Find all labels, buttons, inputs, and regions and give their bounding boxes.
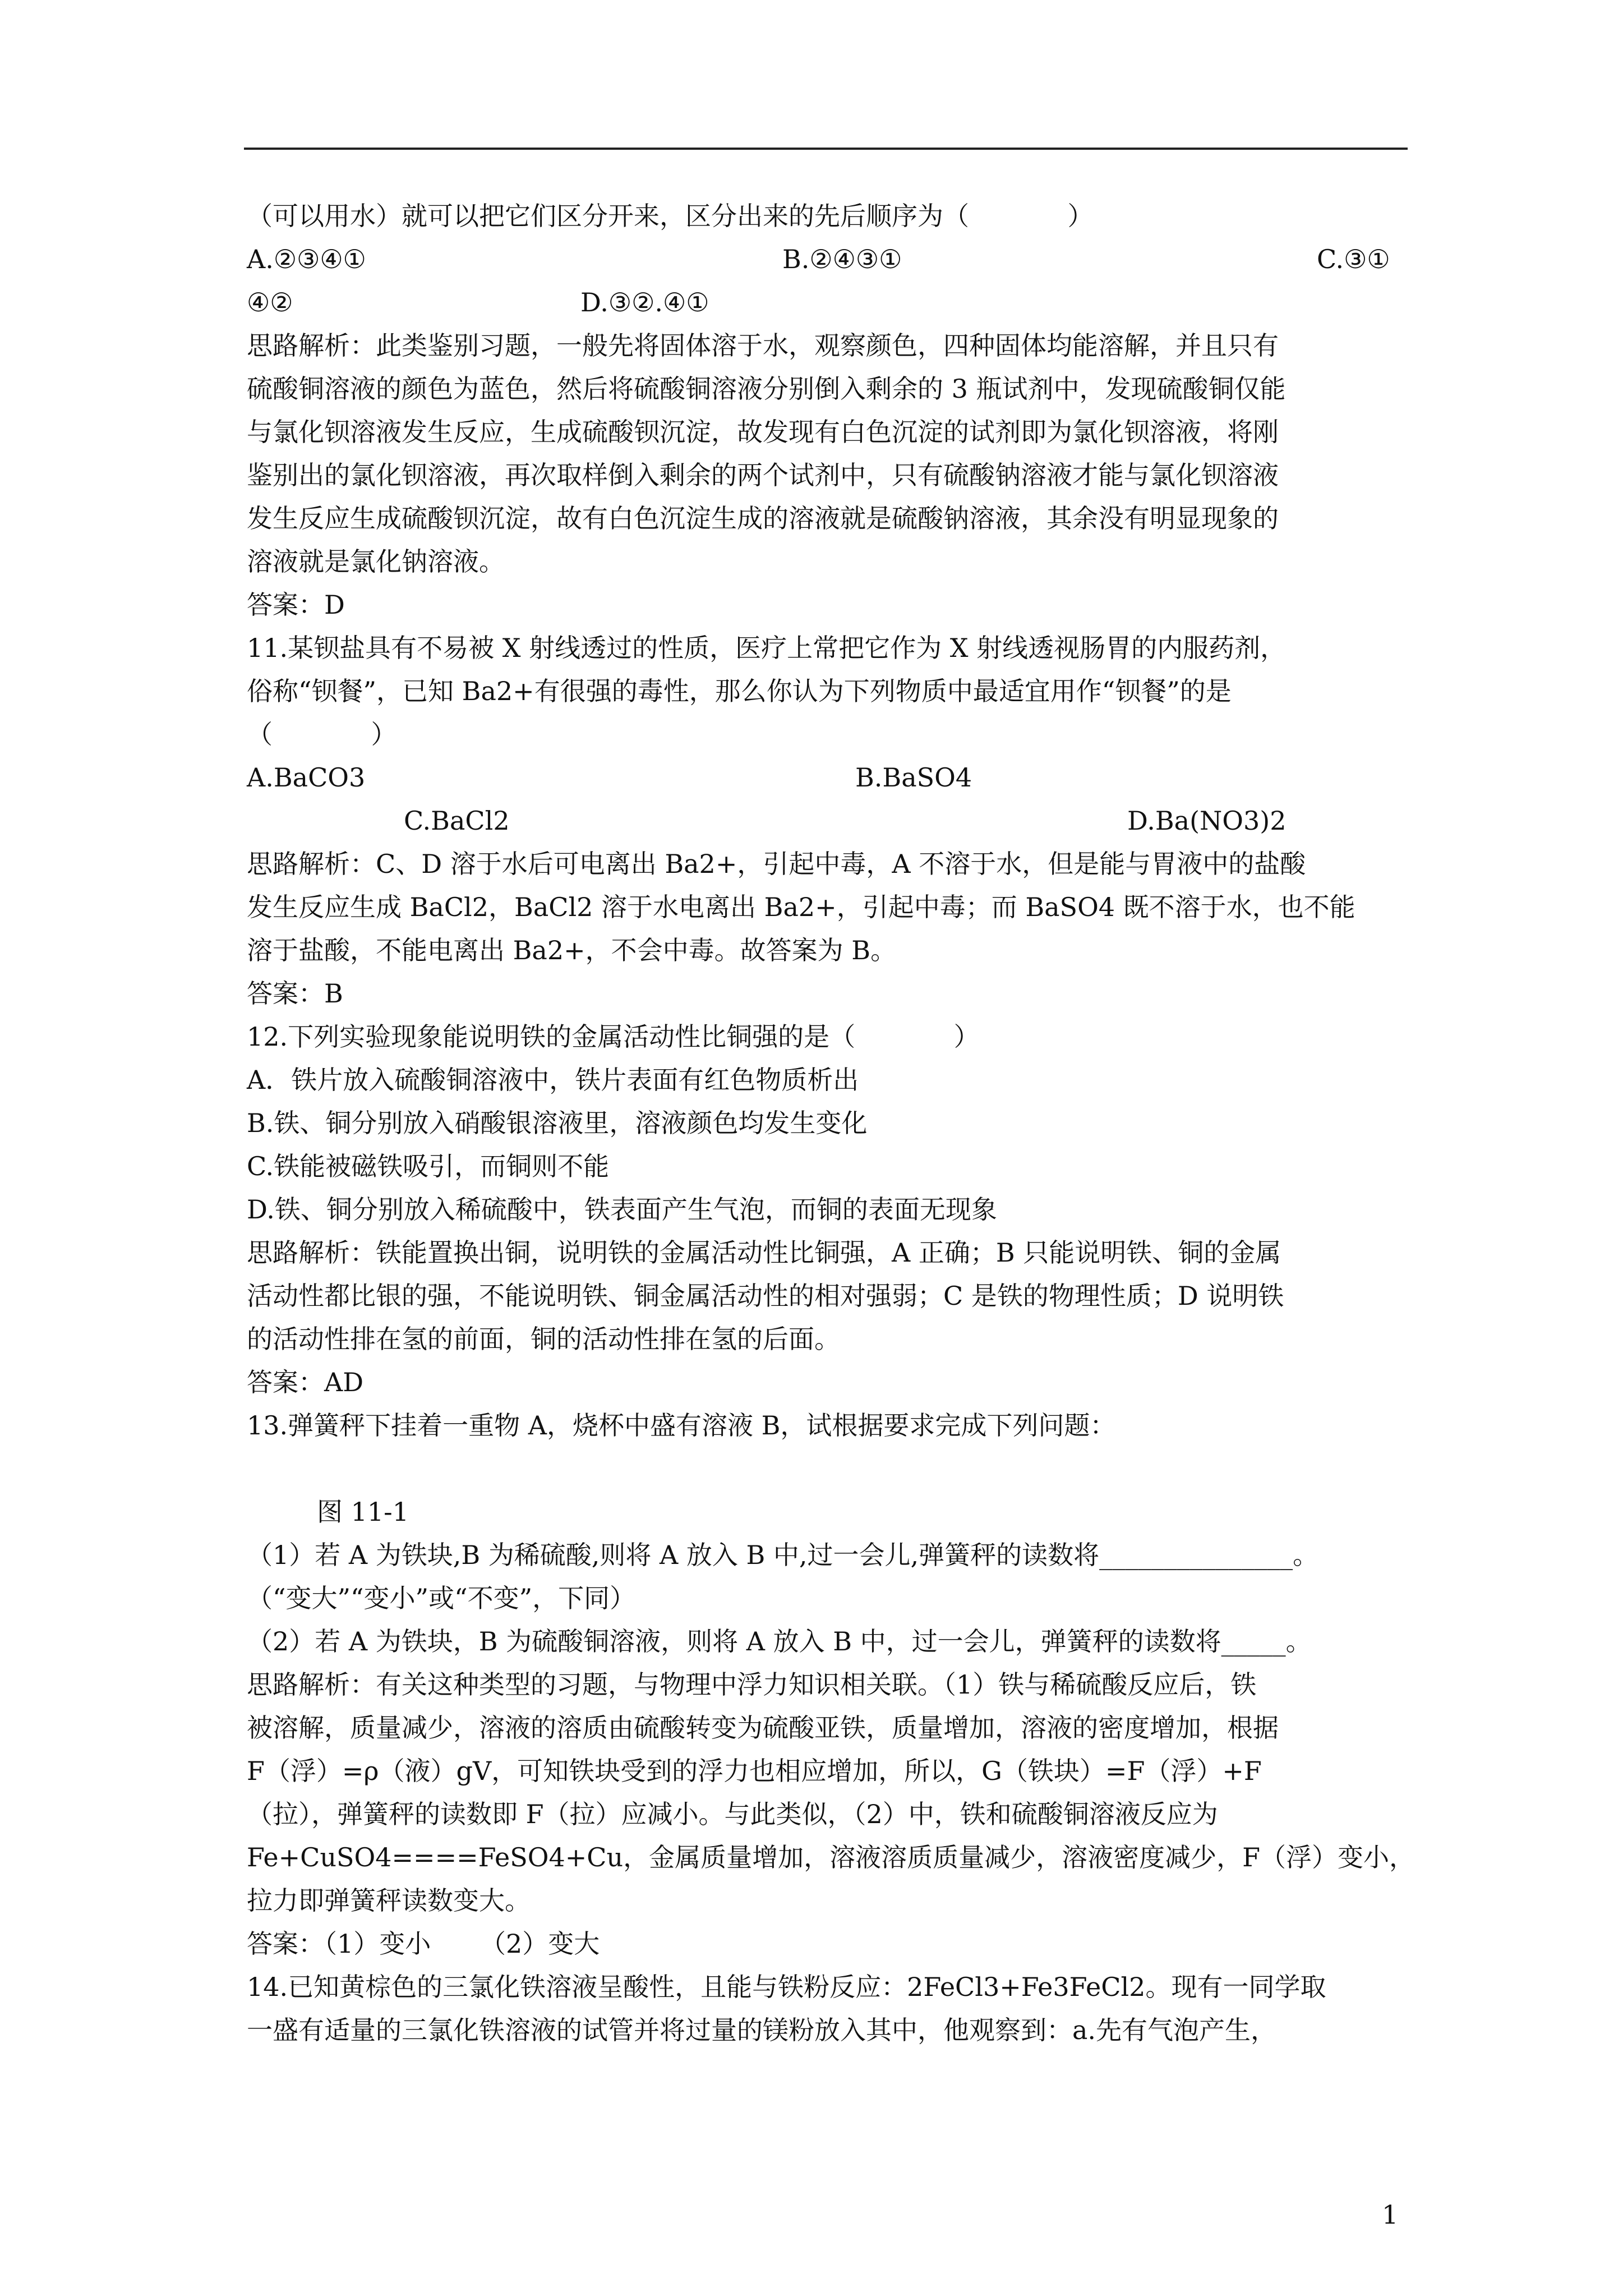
option-d: D.③②.④① <box>580 287 709 318</box>
text-line: （ ） <box>247 719 397 749</box>
text-line: 被溶解，质量减少，溶液的溶质由硫酸转变为硫酸亚铁，质量增加，溶液的密度增加，根据 <box>247 1713 1279 1743</box>
option-a: A.BaCO3 <box>247 762 366 793</box>
text-line: 的活动性排在氢的前面，铜的活动性排在氢的后面。 <box>247 1324 840 1354</box>
page-number: 1 <box>1382 2200 1399 2230</box>
option-b: B.②④③① <box>782 244 902 274</box>
text-line: 思路解析：此类鉴别习题，一般先将固体溶于水，观察颜色，四种固体均能溶解，并且只有 <box>247 330 1279 361</box>
text-line: 俗称“钡餐”，已知 Ba2+有很强的毒性，那么你认为下列物质中最适宜用作“钡餐”的是 <box>247 676 1232 706</box>
question-13: 13.弹簧秤下挂着一重物 A，烧杯中盛有溶液 B，试根据要求完成下列问题： <box>247 1410 1116 1441</box>
option-b: B.铁、铜分别放入硝酸银溶液里，溶液颜色均发生变化 <box>247 1108 868 1138</box>
option-c: C.铁能被磁铁吸引，而铜则不能 <box>247 1151 610 1181</box>
text-line: （拉），弹簧秤的读数即 F（拉）应减小。与此类似，（2）中，铁和硫酸铜溶液反应为 <box>247 1799 1218 1829</box>
option-c: C.③① <box>1317 244 1390 274</box>
option-a: A．铁片放入硫酸铜溶液中，铁片表面有红色物质析出 <box>247 1065 859 1095</box>
header-rule <box>244 148 1408 150</box>
question-12: 12.下列实验现象能说明铁的金属活动性比铜强的是（ ） <box>247 1022 980 1052</box>
text-line: 发生反应生成 BaCl2，BaCl2 溶于水电离出 Ba2+，引起中毒；而 BaSO4 既不溶于水，也不能 <box>247 892 1355 922</box>
text-line: 思路解析：有关这种类型的习题，与物理中浮力知识相关联。（1）铁与稀硫酸反应后，铁 <box>247 1669 1257 1700</box>
text-line: 一盛有适量的三氯化铁溶液的试管并将过量的镁粉放入其中，他观察到：a.先有气泡产生， <box>247 2015 1277 2045</box>
option-c-cont: ④② <box>247 287 293 318</box>
text-line: （“变大”“变小”或“不变”，下同） <box>247 1583 636 1613</box>
text-line: 溶液就是氯化钠溶液。 <box>247 546 505 577</box>
text-line: 溶于盐酸，不能电离出 Ba2+，不会中毒。故答案为 B。 <box>247 935 897 965</box>
option-c: C.BaCl2 <box>404 806 510 836</box>
answer-line: 答案：B <box>247 978 343 1009</box>
text-line: 拉力即弹簧秤读数变大。 <box>247 1885 531 1916</box>
question-14: 14.已知黄棕色的三氯化铁溶液呈酸性，且能与铁粉反应：2FeCl3+Fe3FeCl2。现有一同学取 <box>247 1972 1326 2002</box>
option-d: D.Ba(NO3)2 <box>1127 806 1287 836</box>
text-line: 活动性都比银的强，不能说明铁、铜金属活动性的相对强弱；C 是铁的物理性质；D 说明铁 <box>247 1281 1284 1311</box>
text-line: 思路解析：铁能置换出铜，说明铁的金属活动性比铜强，A 正确；B 只能说明铁、铜的金属 <box>247 1237 1281 1268</box>
option-a: A.②③④① <box>247 244 366 274</box>
text-line: 发生反应生成硫酸钡沉淀，故有白色沉淀生成的溶液就是硫酸钠溶液，其余没有明显现象的 <box>247 503 1279 533</box>
text-line: 与氯化钡溶液发生反应，生成硫酸钡沉淀，故发现有白色沉淀的试剂即为氯化钡溶液，将刚 <box>247 417 1279 447</box>
question-11: 11.某钡盐具有不易被 X 射线透过的性质，医疗上常把它作为 X 射线透视肠胃的内服药剂， <box>247 633 1287 663</box>
option-b: B.BaSO4 <box>855 762 972 793</box>
answer-line: 答案：D <box>247 590 345 620</box>
text-line: （可以用水）就可以把它们区分开来，区分出来的先后顺序为（ ） <box>247 201 1094 231</box>
answer-line: 答案：AD <box>247 1367 364 1397</box>
text-line: 鉴别出的氯化钡溶液，再次取样倒入剩余的两个试剂中，只有硫酸钠溶液才能与氯化钡溶液 <box>247 460 1279 490</box>
text-line: 硫酸铜溶液的颜色为蓝色，然后将硫酸铜溶液分别倒入剩余的 3 瓶试剂中，发现硫酸铜仅能 <box>247 374 1286 404</box>
answer-line: 答案：（1）变小 （2）变大 <box>247 1929 600 1959</box>
text-line: （2）若 A 为铁块，B 为硫酸铜溶液，则将 A 放入 B 中，过一会儿，弹簧秤的读数将_____。 <box>247 1626 1312 1657</box>
text-line: （1）若 A 为铁块,B 为稀硫酸,则将 A 放入 B 中,过一会儿,弹簧秤的读数将_______________。 <box>247 1540 1319 1570</box>
text-line: F（浮）=ρ（液）gV，可知铁块受到的浮力也相应增加，所以，G（铁块）=F（浮）+F <box>247 1756 1262 1786</box>
text-line: 思路解析：C、D 溶于水后可电离出 Ba2+，引起中毒，A 不溶于水，但是能与胃液中的盐酸 <box>247 849 1306 879</box>
text-line: Fe+CuSO4====FeSO4+Cu，金属质量增加，溶液溶质质量减少，溶液密度减少，F（浮）变小， <box>247 1842 1415 1872</box>
option-d: D.铁、铜分别放入稀硫酸中，铁表面产生气泡，而铜的表面无现象 <box>247 1194 997 1225</box>
figure-caption: 图 11-1 <box>317 1497 409 1527</box>
